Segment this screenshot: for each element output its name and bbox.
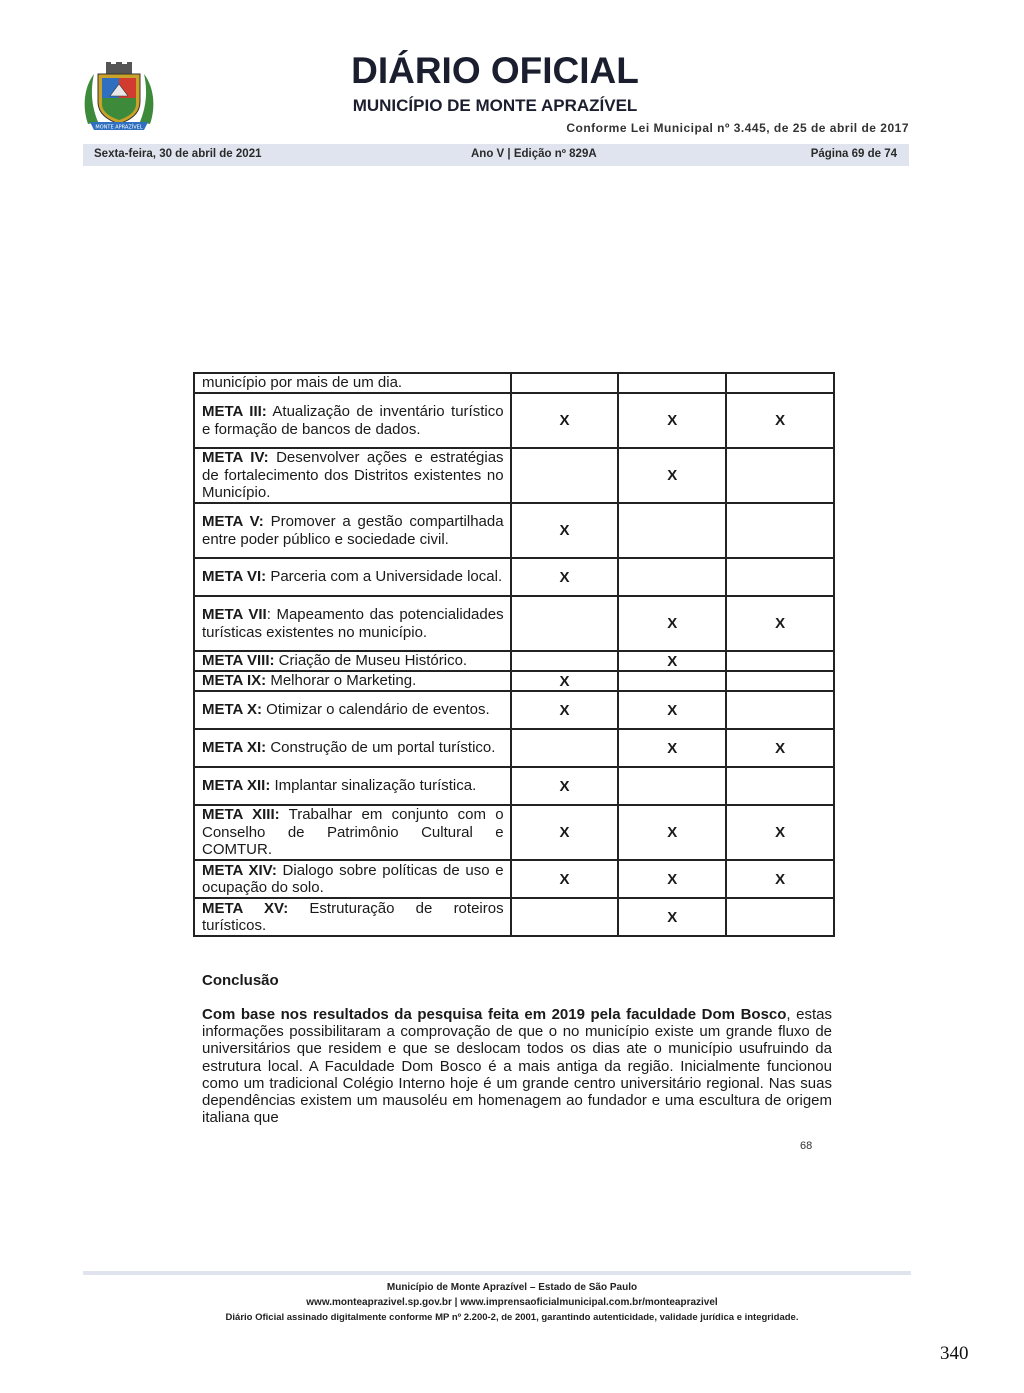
goal-description: META X: Otimizar o calendário de eventos. [194,691,511,729]
footer-signature-notice: Diário Oficial assinado digitalmente conforme MP nº 2.200-2, de 2001, garantindo autenticidade, validade jurídica e integridade. [225,1312,799,1323]
goal-mark [726,691,834,729]
goal-mark [726,448,834,503]
table-row [194,805,834,860]
goal-mark [618,767,726,805]
table-row [194,448,834,503]
edition-info-bar [83,144,909,166]
goal-description: META VI: Parceria com a Universidade local. [194,558,511,596]
goal-mark: X [726,729,834,767]
goal-mark [511,373,619,393]
law-reference: Conforme Lei Municipal nº 3.445, de 25 de abril de 2017 [566,121,909,135]
goal-mark [511,729,619,767]
goal-mark [618,503,726,558]
goal-mark [511,898,619,936]
goals-table [193,372,835,937]
table-row [194,503,834,558]
goal-description: município por mais de um dia. [194,373,511,393]
goal-mark: X [511,805,619,860]
goal-mark: X [726,596,834,651]
goal-mark [726,767,834,805]
goal-description: META VII: Mapeamento das potencialidades turísticas existentes no município. [194,596,511,651]
table-row [194,671,834,691]
document-page-number: 68 [800,1140,813,1152]
conclusion-body: , estas informações possibilitaram a comprovação de que o no município existe um grande fluxo de universitários que residem e que se deslocam todos os dias ate o município usufruindo da estrutura local. A Faculdade Dom Bosco é a mais antiga da região. Inicialmente funcionou como um tradicional Colégio Interno hoje é um grande centro universitário regional. Nas suas dependências existem um mausoléu em homenagem ao fundador e uma escultura de origem italiana que [202,1006,833,1127]
publication-date: Sexta-feira, 30 de abril de 2021 [94,148,262,160]
conclusion-heading: Conclusão [202,972,279,989]
logo-ribbon-text: MONTE APRAZÍVEL [95,124,143,131]
table-row [194,767,834,805]
municipal-coat-of-arms-logo [80,62,158,134]
table-row [194,651,834,671]
sheet-stamp-number: 340 [940,1343,969,1364]
conclusion-paragraph [202,1006,832,1126]
goal-mark [726,503,834,558]
goal-mark: X [726,805,834,860]
table-row [194,860,834,898]
table-row [194,898,834,936]
page-indicator: Página 69 de 74 [810,148,897,160]
table-row [194,558,834,596]
table-row [194,596,834,651]
goal-mark: X [618,448,726,503]
goal-description: META XII: Implantar sinalização turística. [194,767,511,805]
goal-description: META IX: Melhorar o Marketing. [194,671,511,691]
goal-mark [618,671,726,691]
goal-mark: X [618,860,726,898]
goal-mark: X [511,503,619,558]
footer-municipality: Município de Monte Aprazível – Estado de São Paulo [386,1282,638,1293]
goal-mark: X [511,691,619,729]
goal-mark: X [618,651,726,671]
goal-mark [726,651,834,671]
goal-mark [726,558,834,596]
table-row [194,393,834,448]
goal-description: META XIV: Dialogo sobre políticas de uso e ocupação do solo. [194,860,511,898]
goal-mark: X [618,729,726,767]
goal-mark [511,651,619,671]
goal-mark [726,898,834,936]
municipality-subtitle: MUNICÍPIO DE MONTE APRAZÍVEL [352,96,638,115]
goal-mark: X [726,860,834,898]
goal-mark: X [618,898,726,936]
footer-divider [83,1271,911,1275]
newspaper-title: DIÁRIO OFICIAL [351,50,639,91]
table-row [194,691,834,729]
goal-mark [511,448,619,503]
footer-websites[interactable]: www.monteaprazivel.sp.gov.br | www.imprensaoficialmunicipal.com.br/monteaprazivel [306,1297,718,1308]
goal-mark: X [726,393,834,448]
conclusion-lead: Com base nos resultados da pesquisa feita em 2019 pela faculdade Dom Bosco [202,1006,787,1023]
goal-mark: X [618,393,726,448]
goal-mark: X [511,558,619,596]
goal-description: META XV: Estruturação de roteiros turísticos. [194,898,511,936]
goal-mark: X [618,805,726,860]
goal-description: META V: Promover a gestão compartilhada entre poder público e sociedade civil. [194,503,511,558]
goal-description: META VIII: Criação de Museu Histórico. [194,651,511,671]
goal-mark: X [511,767,619,805]
goal-mark [726,671,834,691]
edition-number: Ano V | Edição nº 829A [471,148,597,160]
table-row [194,373,834,393]
goal-mark: X [618,596,726,651]
goal-mark [511,596,619,651]
goal-description: META III: Atualização de inventário turístico e formação de bancos de dados. [194,393,511,448]
goal-mark [618,558,726,596]
goal-mark: X [618,691,726,729]
goal-mark: X [511,671,619,691]
goal-mark: X [511,860,619,898]
goal-description: META XIII: Trabalhar em conjunto com o Conselho de Patrimônio Cultural e COMTUR. [194,805,511,860]
goal-mark [618,373,726,393]
goal-mark [726,373,834,393]
goal-description: META IV: Desenvolver ações e estratégias de fortalecimento dos Distritos existentes no Município. [194,448,511,503]
goal-description: META XI: Construção de um portal turístico. [194,729,511,767]
table-row [194,729,834,767]
goal-mark: X [511,393,619,448]
